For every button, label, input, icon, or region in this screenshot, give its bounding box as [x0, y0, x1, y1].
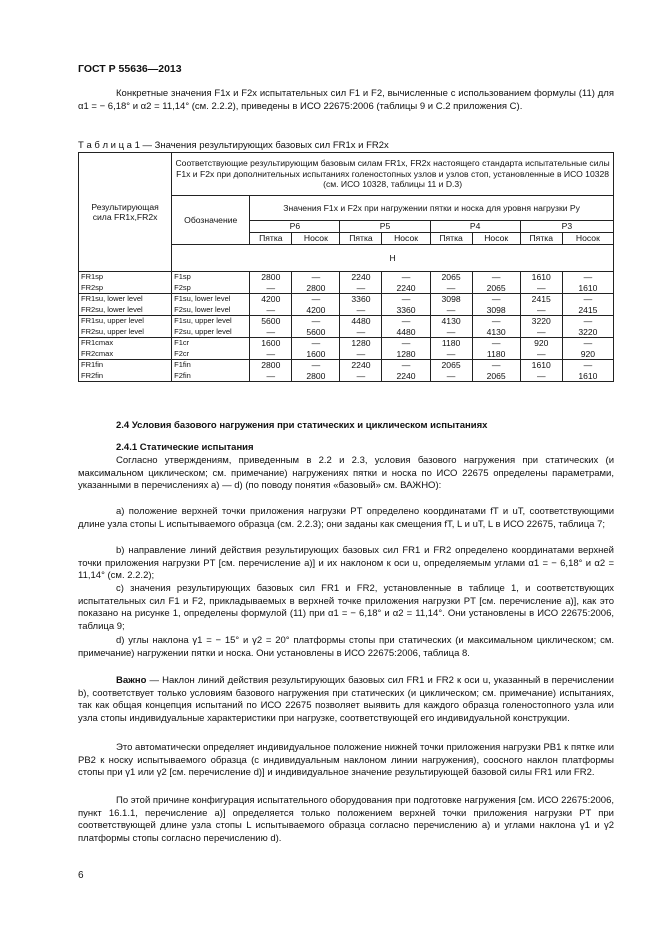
section-2-4: 2.4 Условия базового нагружения при статических и циклическом испытаниях: [116, 420, 488, 431]
designation-header: Обозначение: [172, 196, 250, 245]
table-row: [79, 272, 614, 283]
value-cell: 1180: [472, 349, 520, 360]
value-cell: —: [520, 283, 562, 294]
value-cell: —: [520, 327, 562, 338]
value-cell: —: [562, 360, 613, 371]
table-row: [79, 360, 614, 371]
level-p5: P5: [340, 221, 430, 233]
result-force-cell: FR1su, upper level: [79, 316, 172, 327]
result-force-cell: FR1cmax: [79, 338, 172, 349]
toe-header: Носок: [472, 233, 520, 245]
result-force-cell: FR2fin: [79, 371, 172, 382]
value-cell: —: [250, 327, 292, 338]
value-cell: 1280: [382, 349, 430, 360]
value-cell: 2800: [292, 371, 340, 382]
value-cell: 4130: [472, 327, 520, 338]
value-cell: 1610: [562, 371, 613, 382]
value-cell: 2800: [292, 283, 340, 294]
value-cell: —: [562, 272, 613, 283]
designation-cell: F1su, lower level: [172, 294, 250, 305]
value-cell: —: [472, 338, 520, 349]
value-cell: 2240: [340, 272, 382, 283]
value-cell: —: [250, 305, 292, 316]
value-cell: 2240: [382, 283, 430, 294]
table-row: [79, 283, 614, 294]
value-cell: —: [472, 294, 520, 305]
level-p3: P3: [520, 221, 613, 233]
table-row: [79, 316, 614, 327]
value-cell: —: [292, 294, 340, 305]
value-cell: 1600: [292, 349, 340, 360]
value-cell: 5600: [250, 316, 292, 327]
designation-cell: F1sp: [172, 272, 250, 283]
paragraph-1: Согласно утверждениям, приведенным в 2.2 и 2.3, условия базового нагружения при статических (и максимальном циклическом; см. примечание) нагружениях пятки и носка по ИСО 22675 определены параметрами, указанными в перечислениях а) — d) (по поводу понятия «базовый» см. ВАЖНО):: [78, 455, 614, 492]
important-label: Важно: [116, 675, 147, 686]
heel-header: Пятка: [250, 233, 292, 245]
value-cell: —: [472, 360, 520, 371]
result-force-cell: FR2cmax: [79, 349, 172, 360]
designation-cell: F2sp: [172, 283, 250, 294]
unit-cell: Н: [172, 245, 614, 272]
value-cell: 2415: [520, 294, 562, 305]
value-cell: —: [292, 360, 340, 371]
value-cell: —: [562, 294, 613, 305]
value-cell: —: [430, 327, 472, 338]
value-cell: 2065: [430, 360, 472, 371]
value-cell: 4480: [382, 327, 430, 338]
toe-header: Носок: [382, 233, 430, 245]
level-p4: P4: [430, 221, 520, 233]
value-cell: 1180: [430, 338, 472, 349]
value-cell: —: [250, 371, 292, 382]
value-cell: —: [430, 283, 472, 294]
value-cell: —: [520, 349, 562, 360]
value-cell: 2065: [472, 371, 520, 382]
value-cell: —: [520, 371, 562, 382]
top-header: Соответствующие результирующим базовым силам FR1x, FR2x настоящего стандарта испытательные силы F1x и F2x при дополнительных испытаниях голеностопных узлов и узлов стоп, установленные в ИСО 10328 (см. ИСО 10328, таблицы 11 и D.3): [172, 153, 614, 196]
value-cell: 2065: [472, 283, 520, 294]
intro-paragraph: Конкретные значения F1x и F2x испытательных сил F1 и F2, вычисленные с использованием формулы (11) для α1 = − 6,18° и α2 = 11,14° (см. 2.2.2), приведены в ИСО 22675:2006 (таблицы 9 и С.2 приложения С).: [78, 88, 614, 112]
value-cell: —: [340, 283, 382, 294]
table-row: [79, 338, 614, 349]
result-force-cell: FR1sp: [79, 272, 172, 283]
value-cell: 3220: [520, 316, 562, 327]
value-cell: —: [340, 327, 382, 338]
result-force-header: Результирующая сила FR1x,FR2x: [79, 153, 172, 272]
value-cell: 920: [520, 338, 562, 349]
item-a: а) положение верхней точки приложения нагрузки PT определено координатами fT и uT, соответствующими длине узла стопы L испытываемого образца (см. 2.2.3); они заданы как смещения fT, L и uT, L в ИСО 22675, таблица 7;: [78, 506, 614, 530]
sub-header: Значения F1x и F2x при нагружении пятки и носка для уровня нагрузки Py: [250, 196, 614, 221]
value-cell: —: [292, 316, 340, 327]
value-cell: 4130: [430, 316, 472, 327]
paragraph-2: Это автоматически определяет индивидуальное положение нижней точки приложения нагрузки PB1 к пятке или PB2 к носку испытываемого образца (с индивидуальным наклоном линии нагружения), соосного наклон платформы стопы при γ1 или γ2 [см. перечисление d)] и индивидуальное значение результирующей базовой силы FR1 или FR2.: [78, 742, 614, 779]
value-cell: 2240: [340, 360, 382, 371]
value-cell: 1610: [520, 360, 562, 371]
value-cell: 920: [562, 349, 613, 360]
toe-header: Носок: [292, 233, 340, 245]
result-force-cell: FR1fin: [79, 360, 172, 371]
value-cell: —: [382, 316, 430, 327]
paragraph-3: По этой причине конфигурация испытательного оборудования при подготовке нагружения [см. ИСО 22675:2006, пункт 16.1.1, перечисление а)] определяется только положением верхней точки приложения нагрузки PT при соответствующей длине узла стопы L испытываемого образца согласно перечислению а) и углами наклона γ1 и γ2 платформы стопы согласно перечислению d).: [78, 795, 614, 844]
result-force-cell: FR2sp: [79, 283, 172, 294]
value-cell: —: [430, 349, 472, 360]
designation-cell: F1fin: [172, 360, 250, 371]
value-cell: —: [292, 338, 340, 349]
value-cell: 3098: [430, 294, 472, 305]
important-note: [78, 675, 614, 725]
table-row: [79, 294, 614, 305]
table-row: [79, 349, 614, 360]
value-cell: —: [382, 338, 430, 349]
value-cell: 3098: [472, 305, 520, 316]
value-cell: —: [472, 316, 520, 327]
item-d: d) углы наклона γ1 = − 15° и γ2 = 20° платформы стопы при статических (и максимальном циклическом; см. примечание) нагружении пятки и носка. Они установлены в ИСО 22675:2006, таблица 8.: [78, 635, 614, 659]
value-cell: 1610: [562, 283, 613, 294]
value-cell: 3360: [340, 294, 382, 305]
result-force-cell: FR2su, lower level: [79, 305, 172, 316]
forces-table: [78, 152, 614, 382]
value-cell: 2065: [430, 272, 472, 283]
item-b: b) направление линий действия результирующих базовых сил FR1 и FR2 определено координатами верхней точки приложения нагрузки PT [см. перечисление а)] и их наклоном к оси u, определяемым углами α1 = − 6,18° и α2 = 11,14° (см. 2.2.2);: [78, 545, 614, 582]
value-cell: 4200: [250, 294, 292, 305]
table-caption: Т а б л и ц а 1 — Значения результирующих базовых сил FR1x и FR2x: [78, 140, 389, 151]
heel-header: Пятка: [520, 233, 562, 245]
value-cell: 5600: [292, 327, 340, 338]
designation-cell: F2fin: [172, 371, 250, 382]
value-cell: —: [340, 349, 382, 360]
designation-cell: F2cr: [172, 349, 250, 360]
value-cell: 2800: [250, 272, 292, 283]
table-row: [79, 371, 614, 382]
level-p6: P6: [250, 221, 340, 233]
value-cell: —: [472, 272, 520, 283]
table-row: [79, 305, 614, 316]
page-number: 6: [78, 870, 84, 881]
value-cell: 1610: [520, 272, 562, 283]
value-cell: 4480: [340, 316, 382, 327]
value-cell: —: [520, 305, 562, 316]
value-cell: 3360: [382, 305, 430, 316]
value-cell: 1280: [340, 338, 382, 349]
value-cell: —: [430, 305, 472, 316]
designation-cell: F1cr: [172, 338, 250, 349]
toe-header: Носок: [562, 233, 613, 245]
result-force-cell: FR2su, upper level: [79, 327, 172, 338]
standard-header: ГОСТ Р 55636—2013: [78, 63, 182, 75]
value-cell: —: [562, 338, 613, 349]
value-cell: —: [562, 316, 613, 327]
value-cell: —: [292, 272, 340, 283]
value-cell: —: [382, 294, 430, 305]
value-cell: 4200: [292, 305, 340, 316]
section-2-4-1: 2.4.1 Статические испытания: [116, 442, 254, 453]
value-cell: —: [382, 272, 430, 283]
value-cell: —: [250, 349, 292, 360]
item-c: c) значения результирующих базовых сил FR1 и FR2, установленные в таблице 1, и соответствующих испытательных сил F1 и F2, прикладываемых в верхней точке приложения нагрузки PT [см. перечисление а)], как это показано на рисунке 1, определены формулой (11) при α1 = − 6,18° и α2 = 11,14°. Они установлены в ИСО 22675:2006, таблица 9;: [78, 583, 614, 632]
result-force-cell: FR1su, lower level: [79, 294, 172, 305]
value-cell: —: [250, 283, 292, 294]
heel-header: Пятка: [430, 233, 472, 245]
value-cell: —: [382, 360, 430, 371]
designation-cell: F1su, upper level: [172, 316, 250, 327]
value-cell: 2240: [382, 371, 430, 382]
value-cell: 1600: [250, 338, 292, 349]
designation-cell: F2su, upper level: [172, 327, 250, 338]
value-cell: 2415: [562, 305, 613, 316]
value-cell: 2800: [250, 360, 292, 371]
important-text: — Наклон линий действия результирующих базовых сил FR1 и FR2 к оси u, указанный в перечислении b), соответствует только условиям базового нагружения при статических (и циклическом; см. примечание) испытаниях, так как общая концепция испытаний по ИСО 22675 позволяет выявить для каждого образца голеностопного узла или узла стопы индивидуальные характеристики при нагрузке, соответствующей его индивидуальной конструкции.: [78, 675, 614, 724]
value-cell: 3220: [562, 327, 613, 338]
value-cell: —: [340, 305, 382, 316]
designation-cell: F2su, lower level: [172, 305, 250, 316]
value-cell: —: [340, 371, 382, 382]
heel-header: Пятка: [340, 233, 382, 245]
value-cell: —: [430, 371, 472, 382]
table-row: [79, 327, 614, 338]
